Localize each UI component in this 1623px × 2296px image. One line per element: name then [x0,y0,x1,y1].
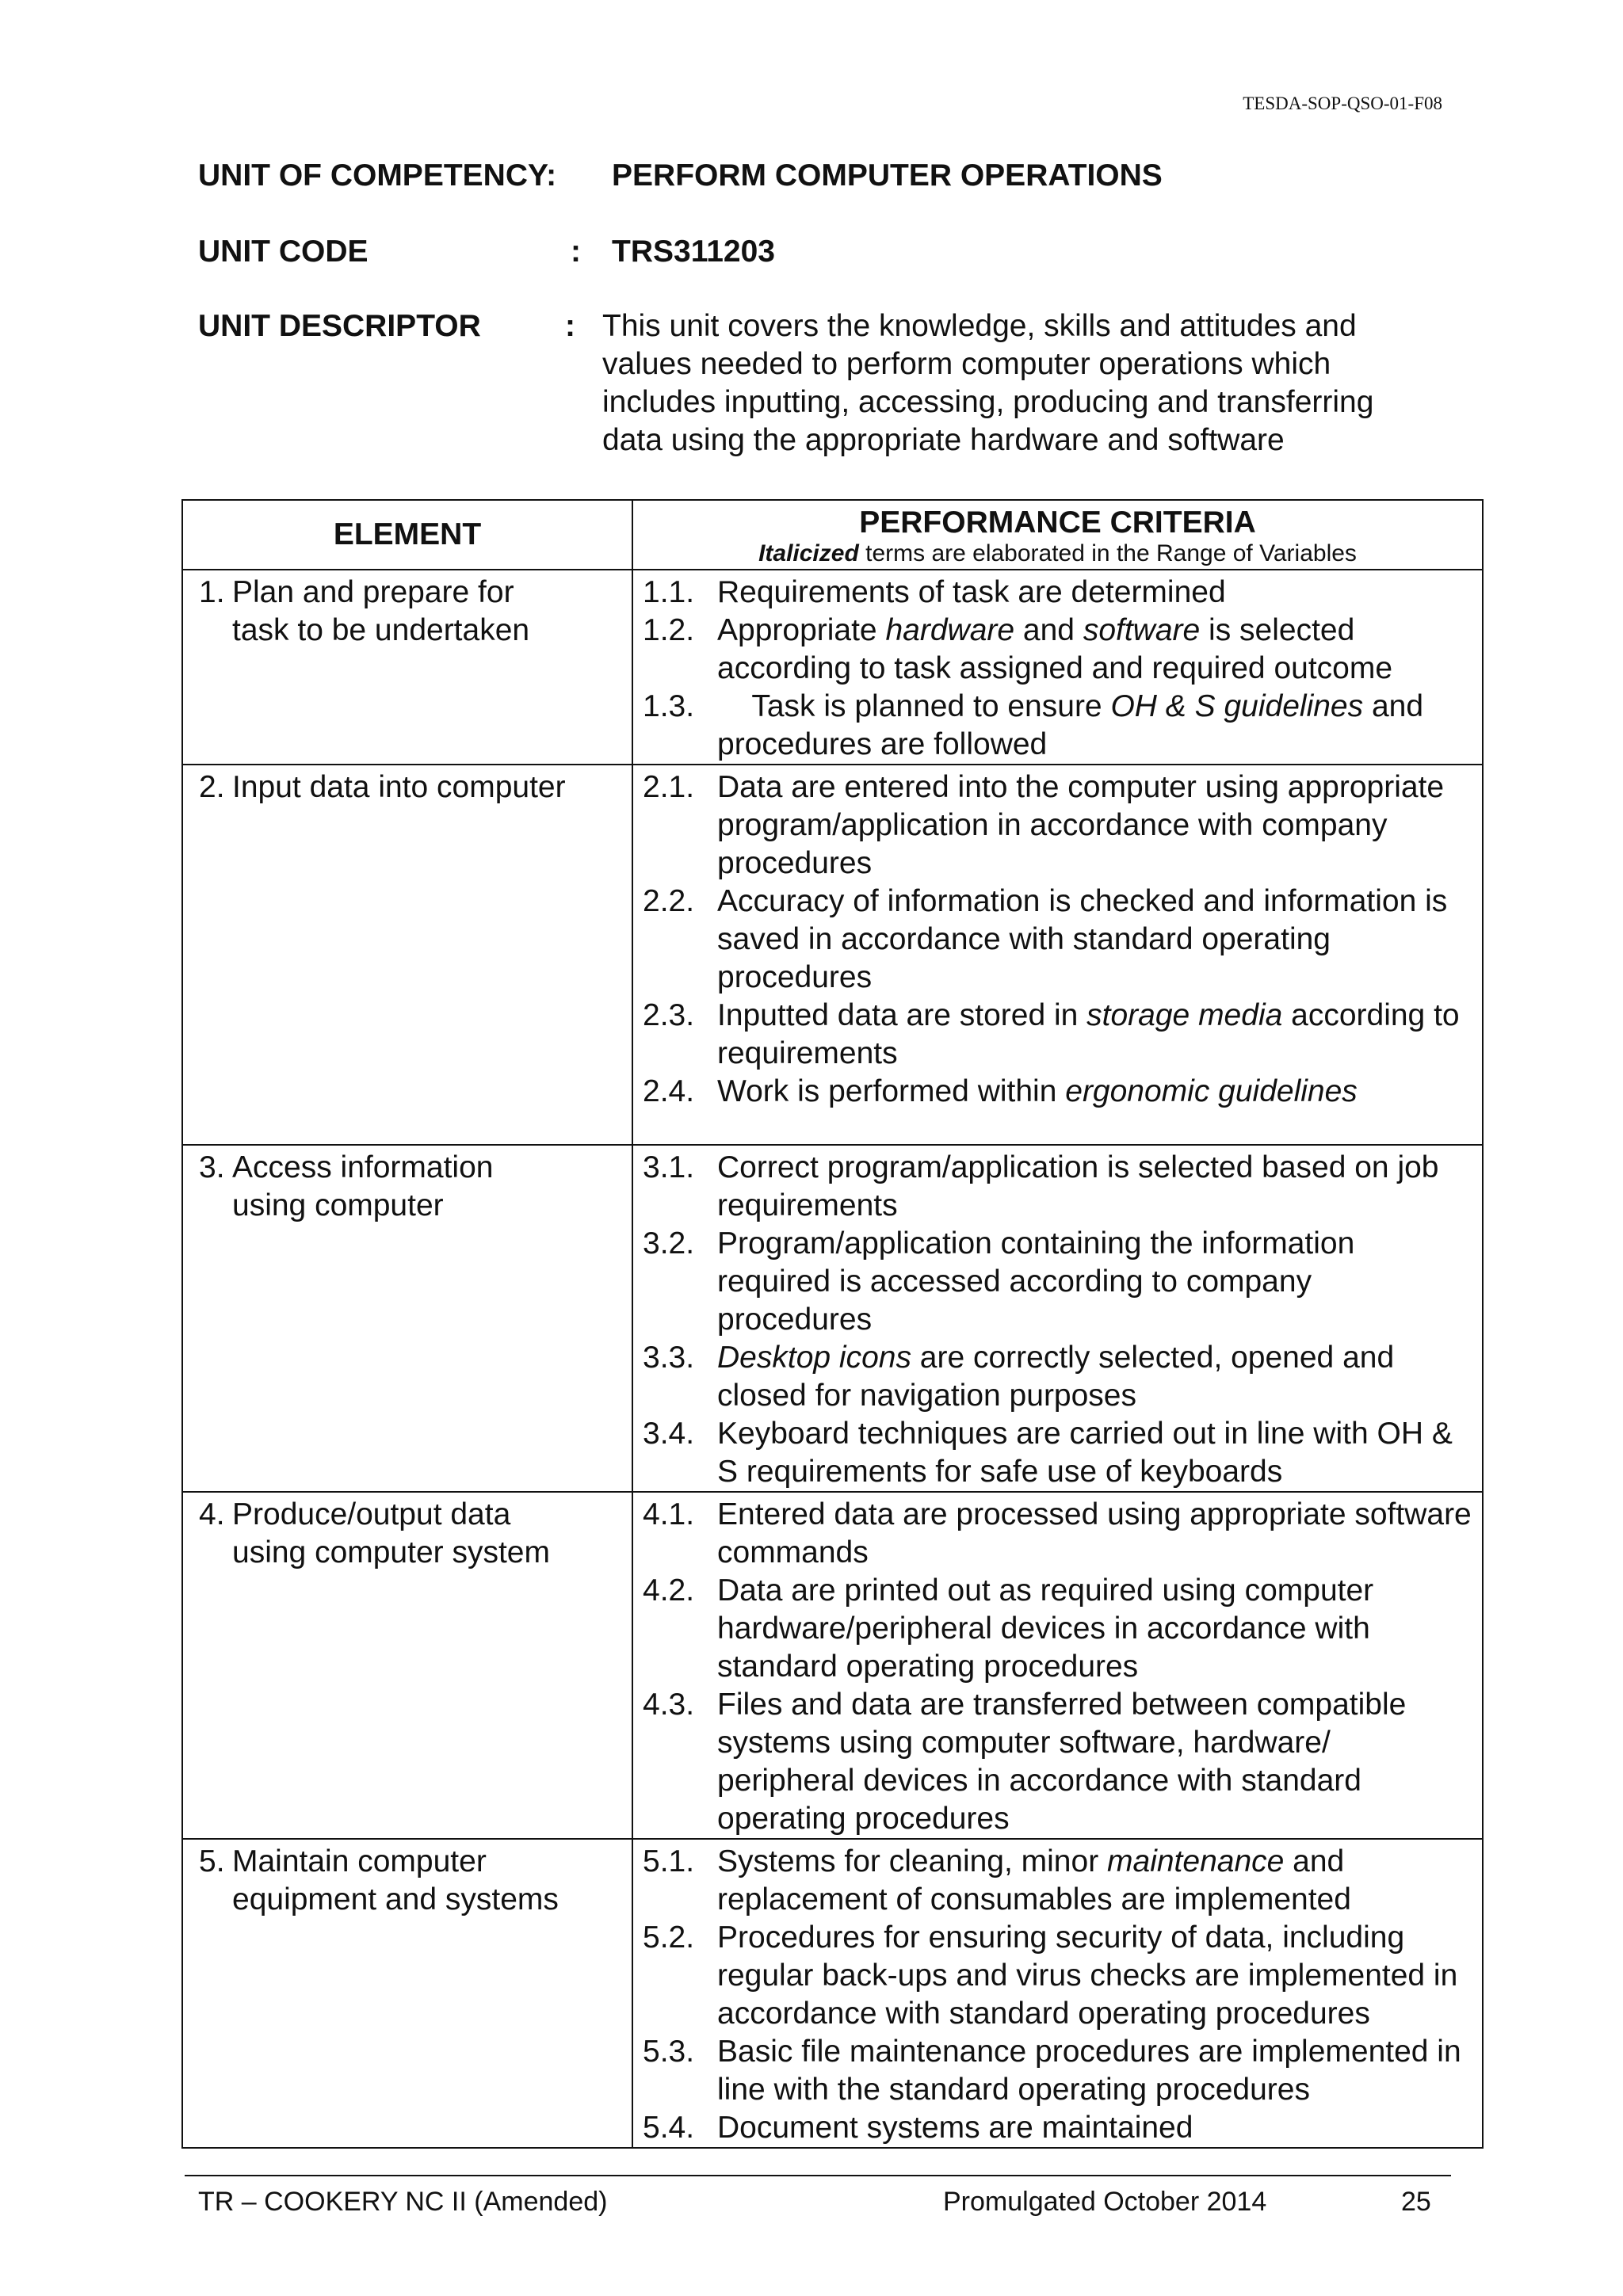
criteria-text: Requirements of task are determined [717,575,1226,609]
criteria-text: Systems for cleaning, minor maintenance and replacement of consumables are implemented [717,1844,1351,1917]
criteria-number: 2.3. [643,998,695,1032]
table-row [182,765,1483,1145]
criteria-item [643,2109,1482,2147]
criteria-text: Procedures for ensuring security of data, including regular back-ups and virus checks are implemented in accordance with standard operating procedures [717,1920,1458,2031]
element-item [199,574,632,650]
table-row [182,1492,1483,1839]
element-cell [182,1492,632,1839]
criteria-item [643,1572,1482,1686]
element-item [199,1843,632,1919]
criteria-note-rest: terms are elaborated in the Range of Variables [858,540,1357,566]
criteria-number: 5.2. [643,1920,695,1955]
unit-of-competency-value: PERFORM COMPUTER OPERATIONS [612,158,1163,193]
unit-code-colon: : [571,235,581,269]
criteria-cell [632,1839,1483,2148]
criteria-cell [632,570,1483,765]
criteria-number: 3.3. [643,1341,695,1375]
criteria-number: 1.3. [643,689,695,723]
footer-divider [185,2175,1451,2176]
element-label: Input data into computer [232,770,566,804]
criteria-cell [632,1492,1483,1839]
element-number: 4. [199,1497,225,1531]
performance-criteria-table [181,499,1484,2149]
criteria-item [643,688,1482,764]
element-number: 3. [199,1150,225,1184]
criteria-item [643,1496,1482,1572]
element-label: Maintain computer equipment and systems [232,1844,559,1917]
criteria-number: 4.3. [643,1688,695,1722]
criteria-number: 2.4. [643,1074,695,1108]
criteria-item [643,1339,1482,1415]
criteria-cell [632,1145,1483,1492]
criteria-text: Desktop icons are correctly selected, opened and closed for navigation purposes [717,1341,1395,1413]
criteria-text: Correct program/application is selected based on job requirements [717,1150,1439,1222]
element-label: Access information using computer [232,1150,494,1222]
criteria-number: 2.1. [643,770,695,804]
unit-of-competency-label: UNIT OF COMPETENCY: [198,158,557,193]
element-number: 1. [199,575,225,609]
criteria-number: 3.4. [643,1417,695,1451]
criteria-number: 5.3. [643,2035,695,2069]
element-item [199,1496,632,1572]
table-row [182,570,1483,765]
criteria-text: Data are entered into the computer using appropriate program/application in accordance with company procedures [717,770,1445,880]
criteria-item [643,1415,1482,1491]
element-label: Produce/output data using computer system [232,1497,550,1569]
criteria-item [643,1149,1482,1225]
element-item [199,1149,632,1225]
criteria-item [643,769,1482,883]
criteria-item [643,1073,1482,1111]
element-cell [182,570,632,765]
criteria-item [643,2033,1482,2109]
criteria-number: 4.1. [643,1497,695,1531]
unit-descriptor-label: UNIT DESCRIPTOR [198,309,481,343]
criteria-title: PERFORMANCE CRITERIA [859,505,1256,540]
criteria-item [643,574,1482,612]
table-row [182,1145,1483,1492]
criteria-number: 1.2. [643,613,695,647]
footer-promulgated: Promulgated October 2014 [943,2187,1267,2217]
criteria-note-italic: Italicized [758,540,859,566]
page-number: 25 [1401,2187,1431,2217]
criteria-text: Keyboard techniques are carried out in line with OH & S requirements for safe use of keyboards [717,1417,1453,1489]
criteria-text: Document systems are maintained [717,2111,1193,2145]
element-cell [182,765,632,1145]
criteria-number: 3.2. [643,1226,695,1261]
criteria-note [633,540,1482,567]
footer-title: TR – COOKERY NC II (Amended) [198,2187,608,2217]
criteria-number: 3.1. [643,1150,695,1184]
element-column-header: ELEMENT [182,500,632,570]
unit-code-label: UNIT CODE [198,235,369,269]
element-cell [182,1145,632,1492]
criteria-text: Basic file maintenance procedures are implemented in line with the standard operating procedures [717,2035,1461,2107]
criteria-text: Data are printed out as required using computer hardware/peripheral devices in accordance with standard operating procedures [717,1573,1374,1684]
element-number: 2. [199,770,225,804]
criteria-text: Files and data are transferred between compatible systems using computer software, hardware/ peripheral devices in accordance with standard operating procedures [717,1688,1407,1836]
criteria-column-header [632,500,1483,570]
criteria-number: 1.1. [643,575,695,609]
criteria-cell [632,765,1483,1145]
unit-descriptor-text: This unit covers the knowledge, skills and attitudes and values needed to perform computer operations which includes inputting, accessing, producing and transferring data using the appropriate hardware and software [602,309,1374,457]
criteria-item [643,1843,1482,1919]
criteria-number: 5.1. [643,1844,695,1878]
criteria-item [643,1919,1482,2033]
criteria-item [643,997,1482,1073]
criteria-item [643,1225,1482,1339]
element-item [199,769,632,807]
element-number: 5. [199,1844,225,1878]
unit-code-value: TRS311203 [612,235,775,269]
criteria-text: Inputted data are stored in storage media according to requirements [717,998,1460,1070]
criteria-text: Entered data are processed using appropriate software commands [717,1497,1472,1569]
criteria-number: 5.4. [643,2111,695,2145]
unit-descriptor-colon: : [565,309,575,343]
criteria-item [643,612,1482,688]
document-code: TESDA-SOP-QSO-01-F08 [1243,93,1442,113]
table-row [182,1839,1483,2148]
criteria-number: 4.2. [643,1573,695,1608]
criteria-text: Task is planned to ensure OH & S guidelines and procedures are followed [717,689,1424,761]
criteria-text: Work is performed within ergonomic guidelines [717,1074,1358,1108]
element-label: Plan and prepare for task to be undertaken [232,575,530,647]
criteria-item [643,1686,1482,1838]
criteria-text: Accuracy of information is checked and information is saved in accordance with standard operating procedures [717,884,1448,994]
criteria-text: Program/application containing the information required is accessed according to company procedures [717,1226,1355,1337]
element-cell [182,1839,632,2148]
criteria-text: Appropriate hardware and software is selected according to task assigned and required outcome [717,613,1393,685]
criteria-number: 2.2. [643,884,695,918]
criteria-item [643,883,1482,997]
